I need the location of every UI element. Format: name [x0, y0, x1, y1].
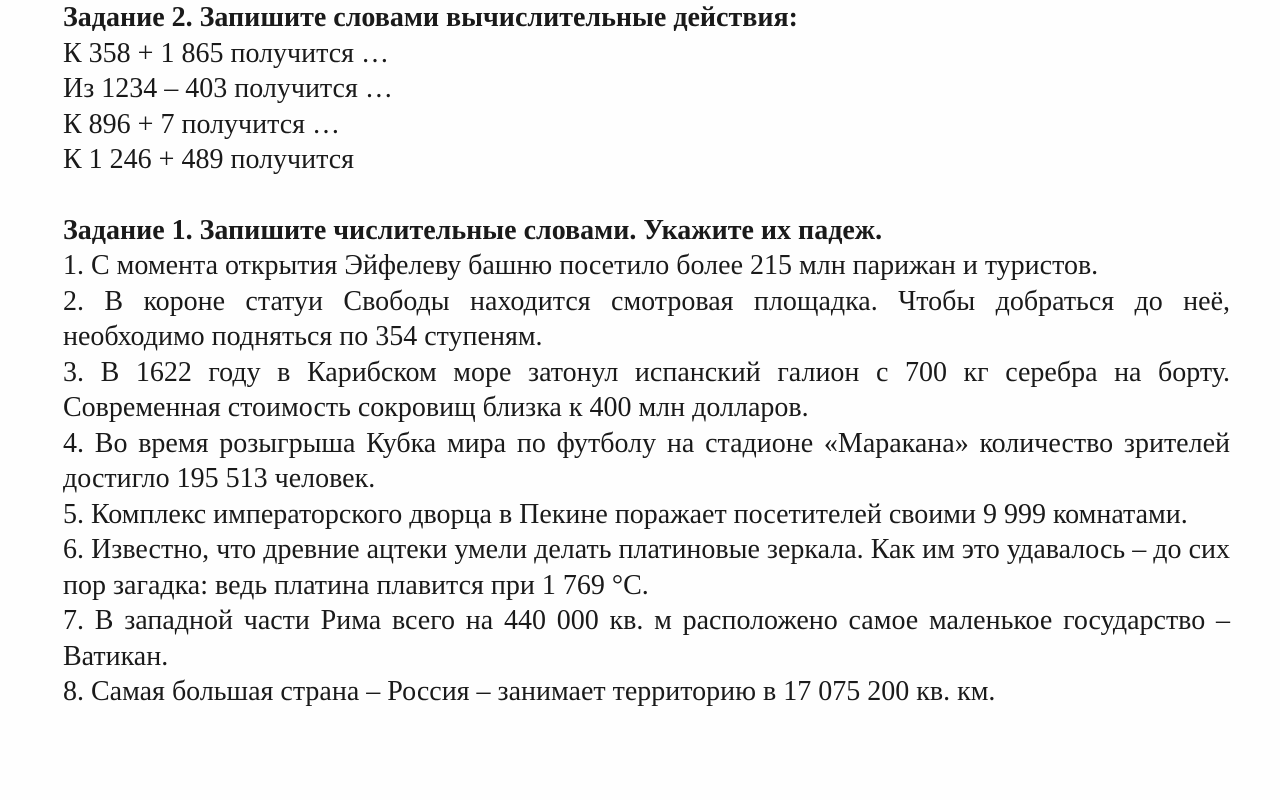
task-2-line-1: К 358 + 1 865 получится …	[63, 37, 390, 69]
task-1-heading: Задание 1. Запишите числительные словами. Укажите их падеж.	[63, 214, 883, 246]
document-page	[63, 0, 1230, 710]
task-1-item-6: 6. Известно, что древние ацтеки умели делать платиновые зеркала. Как им это удавалось – до сих пор загадка: ведь платина плавится при 1 769 °С.	[63, 534, 1230, 601]
task-2-heading: Задание 2. Запишите словами вычислительные действия:	[63, 2, 798, 33]
task-2-section	[63, 0, 1230, 178]
task-2-line-3: К 896 + 7 получится …	[63, 108, 341, 140]
task-1-item-2: 2. В короне статуи Свободы находится смотровая площадка. Чтобы добраться до неё, необходимо подняться по 354 ступеням.	[63, 285, 1230, 352]
task-1-item-3: 3. В 1622 году в Карибском море затонул испанский галион с 700 кг серебра на борту. Современная стоимость сокровищ близка к 400 млн долларов.	[63, 356, 1230, 423]
task-1-item-7: 7. В западной части Рима всего на 440 000 кв. м расположено самое маленькое государство – Ватикан.	[63, 605, 1230, 672]
task-2-line-2: Из 1234 – 403 получится …	[63, 73, 393, 104]
task-1-section	[63, 213, 1230, 710]
task-1-item-8: 8. Самая большая страна – Россия – занимает территорию в 17 075 200 кв. км.	[63, 676, 996, 707]
task-1-item-4: 4. Во время розыгрыша Кубка мира по футболу на стадионе «Маракана» количество зрителей достигло 195 513 человек.	[63, 427, 1230, 494]
section-spacer	[63, 178, 1230, 213]
task-1-item-5: 5. Комплекс императорского дворца в Пекине поражает посетителей своими 9 999 комнатами.	[63, 498, 1188, 530]
task-1-item-1: 1. С момента открытия Эйфелеву башню посетило более 215 млн парижан и туристов.	[63, 250, 1099, 281]
task-2-line-4: К 1 246 + 489 получится	[63, 144, 355, 175]
